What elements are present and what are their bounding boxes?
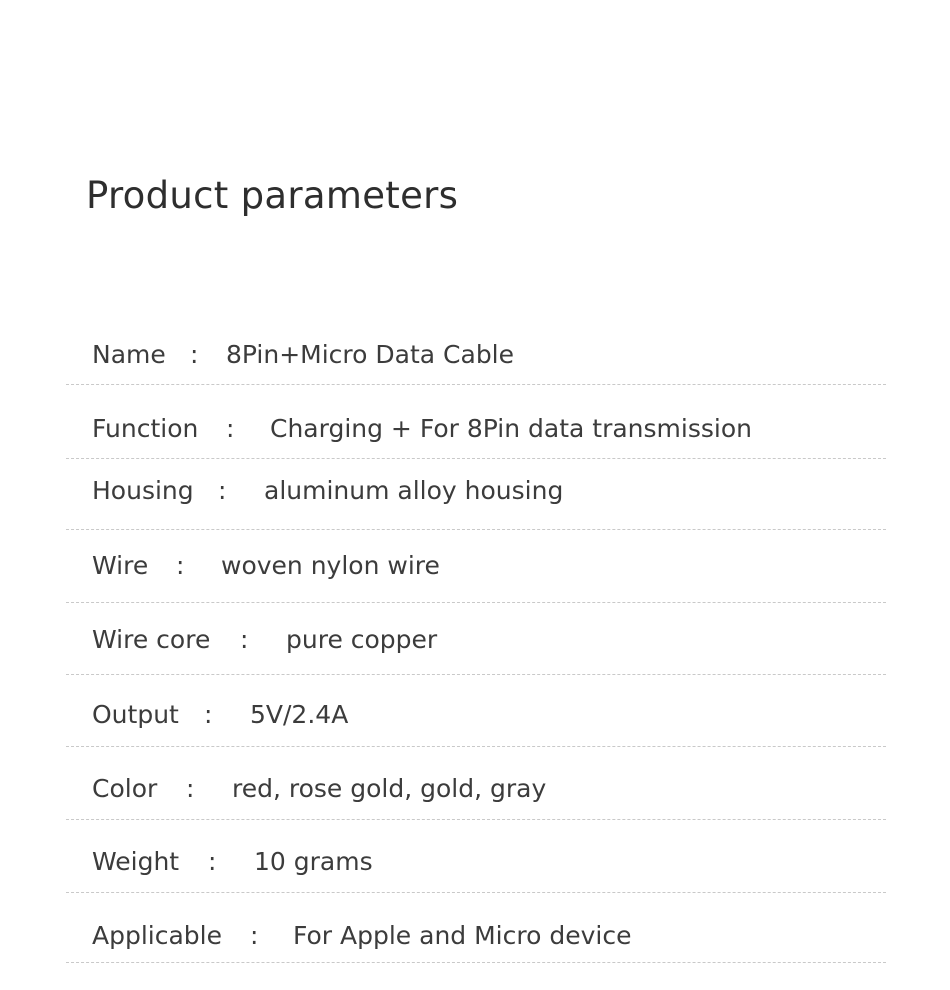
param-separator: : bbox=[208, 847, 217, 876]
param-label: Housing bbox=[92, 476, 194, 505]
param-label: Weight bbox=[92, 847, 180, 876]
param-label: Wire core bbox=[92, 625, 211, 654]
row-divider bbox=[66, 746, 886, 747]
row-divider bbox=[66, 962, 886, 963]
param-label: Applicable bbox=[92, 921, 222, 950]
param-separator: : bbox=[250, 921, 259, 950]
row-divider bbox=[66, 458, 886, 459]
param-value: woven nylon wire bbox=[221, 551, 440, 580]
param-value: pure copper bbox=[286, 625, 438, 654]
param-separator: : bbox=[240, 625, 249, 654]
param-label: Function bbox=[92, 414, 199, 443]
param-value: 8Pin+Micro Data Cable bbox=[226, 340, 515, 369]
row-divider bbox=[66, 384, 886, 385]
param-separator: : bbox=[218, 476, 227, 505]
param-separator: : bbox=[204, 700, 213, 729]
row-divider bbox=[66, 892, 886, 893]
row-divider bbox=[66, 602, 886, 603]
param-value: For Apple and Micro device bbox=[293, 921, 632, 950]
param-value: Charging + For 8Pin data transmission bbox=[270, 414, 752, 443]
param-separator: : bbox=[226, 414, 235, 443]
row-divider bbox=[66, 529, 886, 530]
page-title: Product parameters bbox=[86, 174, 459, 217]
param-value: aluminum alloy housing bbox=[264, 476, 564, 505]
param-value: 5V/2.4A bbox=[250, 700, 349, 729]
param-value: 10 grams bbox=[254, 847, 373, 876]
param-value: red, rose gold, gold, gray bbox=[232, 774, 547, 803]
param-label: Color bbox=[92, 774, 158, 803]
param-label: Name bbox=[92, 340, 166, 369]
param-separator: : bbox=[186, 774, 195, 803]
row-divider bbox=[66, 674, 886, 675]
param-label: Output bbox=[92, 700, 179, 729]
param-separator: : bbox=[176, 551, 185, 580]
param-separator: : bbox=[190, 340, 199, 369]
param-label: Wire bbox=[92, 551, 149, 580]
row-divider bbox=[66, 819, 886, 820]
